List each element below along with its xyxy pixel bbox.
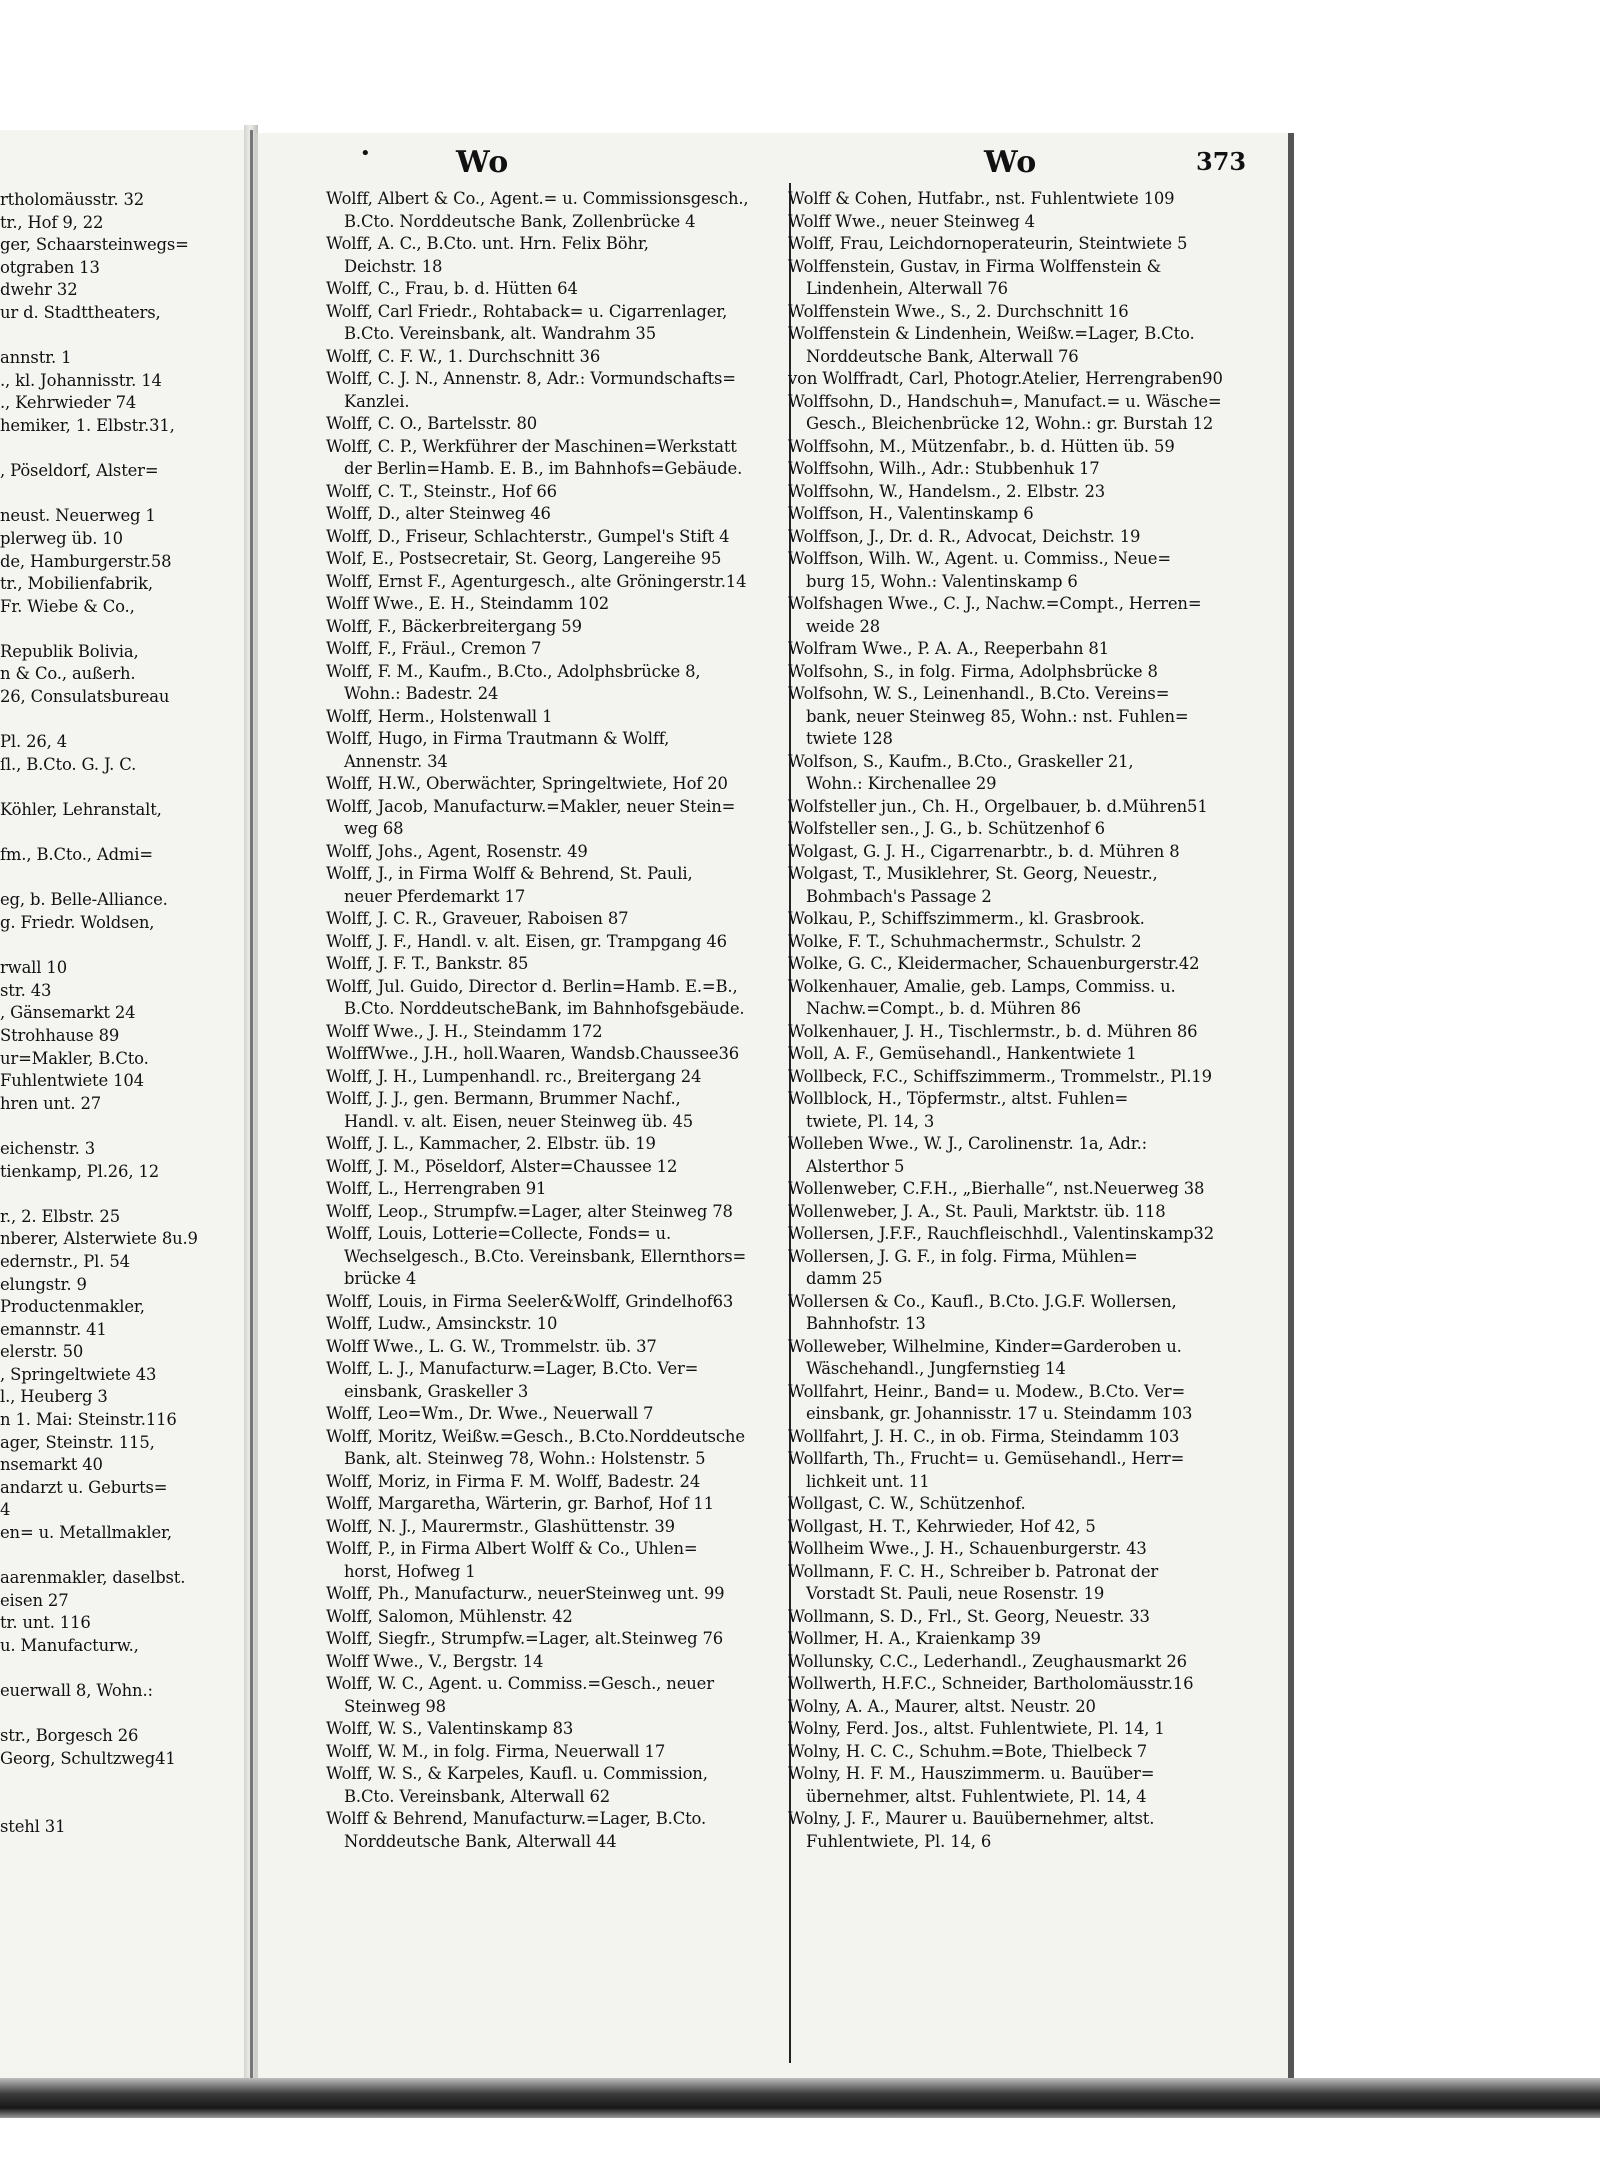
directory-line: Wolfson, S., Kaufm., B.Cto., Graskeller 21, xyxy=(788,751,1134,771)
directory-line: Wolffenstein & Lindenhein, Weißw.=Lager, B.Cto. xyxy=(788,324,1195,343)
directory-line: Norddeutsche Bank, Alterwall 76 xyxy=(806,346,1079,366)
directory-line: Wolff, J., in Firma Wolff & Behrend, St. Pauli, xyxy=(326,864,693,883)
directory-line: Productenmakler, xyxy=(0,1297,145,1317)
directory-line: Wolff, L. J., Manufacturw.=Lager, B.Cto. Ver= xyxy=(326,1359,699,1378)
directory-line: Wollgast, H. T., Kehrwieder, Hof 42, 5 xyxy=(788,1516,1096,1536)
directory-line: Wolfsteller sen., J. G., b. Schützenhof 6 xyxy=(788,819,1105,838)
directory-line: Wolff, Louis, in Firma Seeler&Wolff, Grindelhof63 xyxy=(326,1291,734,1311)
directory-line: otgraben 13 xyxy=(0,257,100,277)
directory-line: Wolf, E., Postsecretair, St. Georg, Langereihe 95 xyxy=(326,549,722,568)
directory-line: tr. unt. 116 xyxy=(0,1613,91,1633)
directory-line: Republik Bolivia, xyxy=(0,641,139,661)
directory-line: euerwall 8, Wohn.: xyxy=(0,1681,153,1701)
directory-line: hemiker, 1. Elbstr.31, xyxy=(0,415,175,435)
directory-line: Wollbeck, F.C., Schiffszimmerm., Trommelstr., Pl.19 xyxy=(788,1066,1212,1086)
directory-line: Wolffson, H., Valentinskamp 6 xyxy=(788,504,1034,523)
directory-line: Wolff, C. T., Steinstr., Hof 66 xyxy=(326,481,557,501)
directory-line: von Wolffradt, Carl, Photogr.Atelier, Herrengraben90 xyxy=(788,369,1223,388)
directory-line: Wolff, N. J., Maurermstr., Glashüttenstr. 39 xyxy=(326,1516,675,1536)
directory-line: Wohn.: Badestr. 24 xyxy=(344,684,499,703)
directory-line: Wolff, P., in Firma Albert Wolff & Co., Uhlen= xyxy=(326,1539,698,1558)
directory-line: Wolffenstein, Gustav, in Firma Wolffenstein & xyxy=(788,256,1162,276)
directory-line: Wolny, Ferd. Jos., altst. Fuhlentwiete, Pl. 14, 1 xyxy=(788,1719,1165,1738)
directory-line: Wollenweber, J. A., St. Pauli, Marktstr. üb. 118 xyxy=(788,1201,1166,1221)
directory-line xyxy=(0,325,244,348)
directory-line xyxy=(0,1793,244,1816)
directory-line: einsbank, Graskeller 3 xyxy=(344,1381,529,1401)
directory-line: Wolff, J. F. T., Bankstr. 85 xyxy=(326,954,529,973)
directory-line: Wolff Wwe., neuer Steinweg 4 xyxy=(788,211,1035,231)
directory-line: Wolfsohn, W. S., Leinenhandl., B.Cto. Vereins= xyxy=(788,684,1170,703)
directory-line: hren unt. 27 xyxy=(0,1093,102,1113)
directory-line: 26, Consulatsbureau xyxy=(0,687,170,707)
left-column xyxy=(326,188,794,1853)
directory-line: Wolff, Hugo, in Firma Trautmann & Wolff, xyxy=(326,729,670,748)
directory-line: der Berlin=Hamb. E. B., im Bahnhofs=Gebäude. xyxy=(344,459,743,478)
directory-line: Wolff Wwe., L. G. W., Trommelstr. üb. 37 xyxy=(326,1336,657,1356)
directory-line: Wolff, Herm., Holstenwall 1 xyxy=(326,706,553,726)
directory-line: Wolff, J. L., Kammacher, 2. Elbstr. üb. 19 xyxy=(326,1134,656,1153)
directory-line xyxy=(0,822,244,845)
directory-line: Woll, A. F., Gemüsehandl., Hankentwiete 1 xyxy=(788,1044,1137,1063)
directory-line: ., kl. Johannisstr. 14 xyxy=(0,370,162,390)
directory-line: Wolff, D., Friseur, Schlachterstr., Gumpel's Stift 4 xyxy=(326,526,730,546)
directory-line: Wolff, W. S., Valentinskamp 83 xyxy=(326,1719,574,1738)
directory-line: n & Co., außerh. xyxy=(0,664,136,684)
directory-line: Wollmann, F. C. H., Schreiber b. Patronat der xyxy=(788,1561,1159,1581)
directory-line: nsemarkt 40 xyxy=(0,1455,103,1475)
directory-line: Wolff, W. C., Agent. u. Commiss.=Gesch., neuer xyxy=(326,1674,714,1693)
directory-line: ur d. Stadttheaters, xyxy=(0,302,161,322)
directory-line: Wolff Wwe., J. H., Steindamm 172 xyxy=(326,1021,603,1041)
directory-line: stehl 31 xyxy=(0,1816,66,1836)
directory-line: Wollwerth, H.F.C., Schneider, Bartholomäusstr.16 xyxy=(788,1674,1194,1693)
directory-line xyxy=(0,935,244,958)
directory-line: Wolff, Leo=Wm., Dr. Wwe., Neuerwall 7 xyxy=(326,1404,654,1423)
directory-line: str. 43 xyxy=(0,980,52,1000)
directory-line: tr., Hof 9, 22 xyxy=(0,212,104,232)
directory-line: Wolff, W. M., in folg. Firma, Neuerwall 17 xyxy=(326,1741,666,1761)
directory-line: Wohn.: Kirchenallee 29 xyxy=(806,774,997,793)
directory-line: Wechselgesch., B.Cto. Vereinsbank, Ellernthors= xyxy=(344,1246,747,1266)
running-header-left: Wo xyxy=(456,145,510,180)
previous-page-column xyxy=(0,189,244,1838)
directory-line: Wollersen & Co., Kaufl., B.Cto. J.G.F. Wollersen, xyxy=(788,1291,1177,1311)
directory-line: Wolke, F. T., Schuhmachermstr., Schulstr. 2 xyxy=(788,931,1142,951)
directory-line: Pl. 26, 4 xyxy=(0,732,68,752)
right-column xyxy=(788,188,1288,1853)
directory-line: Wolff, Salomon, Mühlenstr. 42 xyxy=(326,1606,573,1626)
directory-line: neust. Neuerweg 1 xyxy=(0,506,156,526)
directory-line: 4 xyxy=(0,1500,11,1520)
running-header-right: Wo xyxy=(984,145,1038,180)
directory-line: Wolfsohn, S., in folg. Firma, Adolphsbrücke 8 xyxy=(788,661,1158,681)
directory-line: Strohhause 89 xyxy=(0,1025,120,1045)
directory-line: Wolff, Ernst F., Agenturgesch., alte Gröningerstr.14 xyxy=(326,571,747,591)
directory-line: Wollfahrt, Heinr., Band= u. Modew., B.Cto. Ver= xyxy=(788,1381,1186,1401)
directory-line: Wolgast, T., Musiklehrer, St. Georg, Neuestr., xyxy=(788,864,1158,883)
directory-line: rtholomäusstr. 32 xyxy=(0,190,144,209)
directory-line xyxy=(0,776,244,799)
directory-line xyxy=(0,1771,244,1794)
directory-line: Wolff, H.W., Oberwächter, Springeltwiete, Hof 20 xyxy=(326,774,728,793)
directory-line: ager, Steinstr. 115, xyxy=(0,1432,155,1452)
directory-line xyxy=(0,1183,244,1206)
directory-line: Wollersen, J. G. F., in folg. Firma, Mühlen= xyxy=(788,1246,1138,1266)
directory-line: neuer Pferdemarkt 17 xyxy=(344,886,526,906)
directory-line: Wolffsohn, D., Handschuh=, Manufact.= u. Wäsche= xyxy=(788,391,1222,411)
directory-line: Bank, alt. Steinweg 78, Wohn.: Holstenstr. 5 xyxy=(344,1449,706,1468)
directory-line: Georg, Schultzweg41 xyxy=(0,1748,176,1768)
directory-line: Wolke, G. C., Kleidermacher, Schauenburgerstr.42 xyxy=(788,954,1200,973)
directory-line: Wäschehandl., Jungfernstieg 14 xyxy=(806,1359,1066,1378)
page-number: 373 xyxy=(1196,147,1247,176)
directory-line: , Gänsemarkt 24 xyxy=(0,1003,136,1023)
directory-line: Wolny, H. F. M., Hauszimmerm. u. Bauüber= xyxy=(788,1764,1155,1783)
directory-line: rwall 10 xyxy=(0,958,67,978)
directory-line: Wolff, Moriz, in Firma F. M. Wolff, Badestr. 24 xyxy=(326,1471,701,1491)
directory-line: nberer, Alsterwiete 8u.9 xyxy=(0,1229,198,1249)
directory-line: horst, Hofweg 1 xyxy=(344,1561,476,1581)
directory-line xyxy=(0,867,244,890)
directory-line: Wolff, Jacob, Manufacturw.=Makler, neuer Stein= xyxy=(326,796,736,816)
directory-line: Wolff, Margaretha, Wärterin, gr. Barhof, Hof 11 xyxy=(326,1494,714,1513)
directory-line: r., 2. Elbstr. 25 xyxy=(0,1206,120,1226)
directory-line: Wolff & Behrend, Manufacturw.=Lager, B.Cto. xyxy=(326,1809,707,1828)
directory-line: Wolff, J. J., gen. Bermann, Brummer Nachf., xyxy=(326,1089,681,1108)
directory-line: ur=Makler, B.Cto. xyxy=(0,1048,149,1068)
directory-line: Wolff, Albert & Co., Agent.= u. Commissionsgesch., xyxy=(326,189,749,208)
directory-line xyxy=(0,618,244,641)
directory-line: Wolff, Ludw., Amsinckstr. 10 xyxy=(326,1314,558,1333)
directory-line: Wolff, Johs., Agent, Rosenstr. 49 xyxy=(326,841,588,861)
directory-line: Wolff, J. C. R., Graveuer, Raboisen 87 xyxy=(326,909,629,928)
directory-line: Wolny, H. C. C., Schuhm.=Bote, Thielbeck 7 xyxy=(788,1741,1148,1761)
directory-line: Köhler, Lehranstalt, xyxy=(0,800,162,820)
directory-line: Wolfshagen Wwe., C. J., Nachw.=Compt., Herren= xyxy=(788,594,1202,613)
directory-line: Fuhlentwiete, Pl. 14, 6 xyxy=(806,1831,992,1851)
directory-line: burg 15, Wohn.: Valentinskamp 6 xyxy=(806,571,1078,591)
directory-line: eg, b. Belle-Alliance. xyxy=(0,890,168,910)
directory-line: Wolff Wwe., V., Bergstr. 14 xyxy=(326,1651,544,1671)
directory-line: Wolfram Wwe., P. A. A., Reeperbahn 81 xyxy=(788,639,1109,658)
directory-line: Wolffenstein Wwe., S., 2. Durchschnitt 16 xyxy=(788,301,1129,321)
directory-line: einsbank, gr. Johannisstr. 17 u. Steindamm 103 xyxy=(806,1404,1193,1423)
directory-line: Wolff, C. F. W., 1. Durchschnitt 36 xyxy=(326,346,601,366)
directory-line: ., Kehrwieder 74 xyxy=(0,393,137,413)
directory-line: Wolff, F., Fräul., Cremon 7 xyxy=(326,639,542,658)
directory-line: Fr. Wiebe & Co., xyxy=(0,596,135,616)
directory-line: dwehr 32 xyxy=(0,280,78,300)
directory-line: Wolfsteller jun., Ch. H., Orgelbauer, b. d.Mühren51 xyxy=(788,796,1208,816)
directory-line: Kanzlei. xyxy=(344,391,410,411)
directory-line: plerweg üb. 10 xyxy=(0,528,123,548)
directory-line: Norddeutsche Bank, Alterwall 44 xyxy=(344,1831,617,1851)
directory-line: Wolff, C. P., Werkführer der Maschinen=Werkstatt xyxy=(326,436,737,456)
directory-line: Wolff, J. M., Pöseldorf, Alster=Chaussee 12 xyxy=(326,1156,678,1176)
directory-line: B.Cto. Norddeutsche Bank, Zollenbrücke 4 xyxy=(344,211,696,231)
directory-line: tr., Mobilienfabrik, xyxy=(0,574,153,594)
directory-line: en= u. Metallmakler, xyxy=(0,1523,172,1543)
directory-line: twiete 128 xyxy=(806,729,893,748)
directory-line: Fuhlentwiete 104 xyxy=(0,1071,144,1091)
directory-line: Bahnhofstr. 13 xyxy=(806,1314,926,1333)
directory-line: u. Manufacturw., xyxy=(0,1636,139,1655)
directory-line: , Springeltwiete 43 xyxy=(0,1364,157,1384)
directory-line: emannstr. 41 xyxy=(0,1319,107,1339)
directory-line: Wolff, D., alter Steinweg 46 xyxy=(326,504,551,523)
directory-line: Wolleben Wwe., W. J., Carolinenstr. 1a, Adr.: xyxy=(788,1134,1148,1153)
directory-line: Wolffsohn, M., Mützenfabr., b. d. Hütten üb. 59 xyxy=(788,436,1175,456)
directory-line: n 1. Mai: Steinstr.116 xyxy=(0,1410,177,1430)
directory-line: WolffWwe., J.H., holl.Waaren, Wandsb.Chaussee36 xyxy=(326,1044,740,1063)
directory-line: Wolffson, J., Dr. d. R., Advocat, Deichstr. 19 xyxy=(788,526,1141,546)
directory-line: Wolffsohn, Wilh., Adr.: Stubbenhuk 17 xyxy=(788,459,1100,478)
directory-line: B.Cto. NorddeutscheBank, im Bahnhofsgebäude. xyxy=(344,999,745,1018)
directory-line: Wolkenhauer, J. H., Tischlermstr., b. d. Mühren 86 xyxy=(788,1021,1198,1041)
directory-line: aarenmakler, daselbst. xyxy=(0,1568,186,1588)
directory-line: damm 25 xyxy=(806,1269,883,1288)
directory-line: Wolny, J. F., Maurer u. Bauübernehmer, altst. xyxy=(788,1809,1155,1828)
directory-line: Wolff, Carl Friedr., Rohtaback= u. Cigarrenlager, xyxy=(326,301,728,321)
directory-line: Wolff, J. F., Handl. v. alt. Eisen, gr. Trampgang 46 xyxy=(326,931,727,951)
directory-line: annstr. 1 xyxy=(0,348,72,368)
directory-line: str., Borgesch 26 xyxy=(0,1726,139,1746)
directory-line: ger, Schaarsteinwegs= xyxy=(0,235,189,255)
directory-line: brücke 4 xyxy=(344,1269,417,1288)
directory-line: Wolff, Siegfr., Strumpfw.=Lager, alt.Steinweg 76 xyxy=(326,1629,724,1648)
directory-line: Wolgast, G. J. H., Cigarrenarbtr., b. d. Mühren 8 xyxy=(788,841,1180,861)
directory-line xyxy=(0,483,244,506)
directory-line xyxy=(0,1545,244,1568)
directory-line: bank, neuer Steinweg 85, Wohn.: nst. Fuhlen= xyxy=(806,706,1189,726)
directory-line: Lindenhein, Alterwall 76 xyxy=(806,279,1008,298)
directory-line: Wolff, C. J. N., Annenstr. 8, Adr.: Vormundschafts= xyxy=(326,369,736,388)
directory-line: Wolff, F. M., Kaufm., B.Cto., Adolphsbrücke 8, xyxy=(326,661,701,681)
directory-line: fm., B.Cto., Admi= xyxy=(0,845,153,865)
directory-line: Nachw.=Compt., b. d. Mühren 86 xyxy=(806,999,1081,1018)
directory-line: Wolkenhauer, Amalie, geb. Lamps, Commiss. u. xyxy=(788,976,1176,996)
directory-line: Wolff, J. H., Lumpenhandl. rc., Breitergang 24 xyxy=(326,1066,702,1086)
directory-line: Wollheim Wwe., J. H., Schauenburgerstr. 43 xyxy=(788,1539,1147,1558)
directory-line: Wolff, Jul. Guido, Director d. Berlin=Hamb. E.=B., xyxy=(326,976,738,996)
directory-line xyxy=(0,1115,244,1138)
directory-line: Wollblock, H., Töpfermstr., altst. Fuhlen= xyxy=(788,1089,1129,1108)
directory-line: Wolff, Moritz, Weißw.=Gesch., B.Cto.Norddeutsche xyxy=(326,1426,745,1446)
directory-line: Wolff, Frau, Leichdornoperateurin, Steintwiete 5 xyxy=(788,234,1188,253)
directory-line: andarzt u. Geburts= xyxy=(0,1477,168,1497)
directory-line: B.Cto. Vereinsbank, alt. Wandrahm 35 xyxy=(344,324,656,343)
gutter-line xyxy=(250,130,253,2090)
directory-line: Wolff & Cohen, Hutfabr., nst. Fuhlentwiete 109 xyxy=(788,189,1175,208)
directory-line: eichenstr. 3 xyxy=(0,1138,96,1158)
directory-line: Wollenweber, C.F.H., „Bierhalle“, nst.Neuerweg 38 xyxy=(788,1179,1205,1198)
directory-line: Wolff Wwe., E. H., Steindamm 102 xyxy=(326,594,610,613)
directory-line: Wolff, F., Bäckerbreitergang 59 xyxy=(326,616,582,636)
directory-line: Wollmer, H. A., Kraienkamp 39 xyxy=(788,1629,1041,1648)
directory-line: tienkamp, Pl.26, 12 xyxy=(0,1161,160,1181)
directory-line: Wolkau, P., Schiffszimmerm., kl. Grasbrook. xyxy=(788,909,1145,928)
directory-line xyxy=(0,438,244,461)
directory-line: übernehmer, altst. Fuhlentwiete, Pl. 14, 4 xyxy=(806,1786,1147,1806)
directory-page xyxy=(256,133,1294,2093)
directory-line: Wolffson, Wilh. W., Agent. u. Commiss., Neue= xyxy=(788,549,1171,568)
directory-line: elerstr. 50 xyxy=(0,1342,84,1362)
directory-line: Wolff, C. O., Bartelsstr. 80 xyxy=(326,414,537,433)
directory-line: Wolffsohn, W., Handelsm., 2. Elbstr. 23 xyxy=(788,481,1106,501)
scan-bottom-shadow xyxy=(0,2078,1600,2118)
directory-line: Bohmbach's Passage 2 xyxy=(806,886,992,906)
directory-line: Alsterthor 5 xyxy=(806,1156,905,1176)
directory-line: Wolff, C., Frau, b. d. Hütten 64 xyxy=(326,279,578,298)
previous-page-fragment xyxy=(0,130,244,2090)
directory-line: Wolff, A. C., B.Cto. unt. Hrn. Felix Böhr, xyxy=(326,234,649,253)
directory-line: Deichstr. 18 xyxy=(344,256,443,276)
directory-line: Wollfahrt, J. H. C., in ob. Firma, Steindamm 103 xyxy=(788,1426,1180,1446)
directory-line: Gesch., Bleichenbrücke 12, Wohn.: gr. Burstah 12 xyxy=(806,414,1214,433)
directory-line: Wollmann, S. D., Frl., St. Georg, Neuestr. 33 xyxy=(788,1606,1150,1626)
directory-line: , Pöseldorf, Alster= xyxy=(0,461,159,481)
directory-line: g. Friedr. Woldsen, xyxy=(0,913,155,932)
directory-line: B.Cto. Vereinsbank, Alterwall 62 xyxy=(344,1786,611,1806)
directory-line: edernstr., Pl. 54 xyxy=(0,1251,130,1271)
directory-line xyxy=(0,1703,244,1726)
directory-line: Wolny, A. A., Maurer, altst. Neustr. 20 xyxy=(788,1696,1096,1716)
directory-line: Wolff, Leop., Strumpfw.=Lager, alter Steinweg 78 xyxy=(326,1201,733,1221)
directory-line: Wolleweber, Wilhelmine, Kinder=Garderoben u. xyxy=(788,1336,1182,1356)
directory-line: Wollunsky, C.C., Lederhandl., Zeughausmarkt 26 xyxy=(788,1651,1187,1671)
directory-line: elungstr. 9 xyxy=(0,1274,87,1294)
directory-line xyxy=(0,1658,244,1681)
directory-line: weg 68 xyxy=(344,819,404,838)
directory-line: ſl., B.Cto. G. J. C. xyxy=(0,754,137,774)
directory-line: Wolff, Louis, Lotterie=Collecte, Fonds= u. xyxy=(326,1224,672,1243)
page-edge-shadow xyxy=(1288,133,1294,2093)
directory-line: lichkeit unt. 11 xyxy=(806,1471,930,1491)
directory-line: Wolff, W. S., & Karpeles, Kaufl. u. Commission, xyxy=(326,1764,708,1783)
directory-line: Wollersen, J.F.F., Rauchfleischhdl., Valentinskamp32 xyxy=(788,1224,1214,1243)
directory-line: Wollgast, C. W., Schützenhof. xyxy=(788,1494,1026,1513)
directory-line xyxy=(0,709,244,732)
directory-line: de, Hamburgerstr.58 xyxy=(0,551,172,571)
directory-line: twiete, Pl. 14, 3 xyxy=(806,1111,935,1131)
directory-line: Vorstadt St. Pauli, neue Rosenstr. 19 xyxy=(806,1584,1105,1603)
directory-line: l., Heuberg 3 xyxy=(0,1387,108,1407)
page-bullet: • xyxy=(360,143,371,164)
directory-line: Wolff, Ph., Manufacturw., neuerSteinweg unt. 99 xyxy=(326,1584,725,1603)
directory-line: Annenstr. 34 xyxy=(344,751,448,771)
directory-line: Wollfarth, Th., Frucht= u. Gemüsehandl., Herr= xyxy=(788,1449,1185,1468)
directory-line: weide 28 xyxy=(806,616,881,636)
directory-line: eisen 27 xyxy=(0,1590,69,1610)
directory-line: Wolff, L., Herrengraben 91 xyxy=(326,1179,547,1198)
directory-line: Steinweg 98 xyxy=(344,1696,446,1716)
directory-line: Handl. v. alt. Eisen, neuer Steinweg üb. 45 xyxy=(344,1111,694,1131)
